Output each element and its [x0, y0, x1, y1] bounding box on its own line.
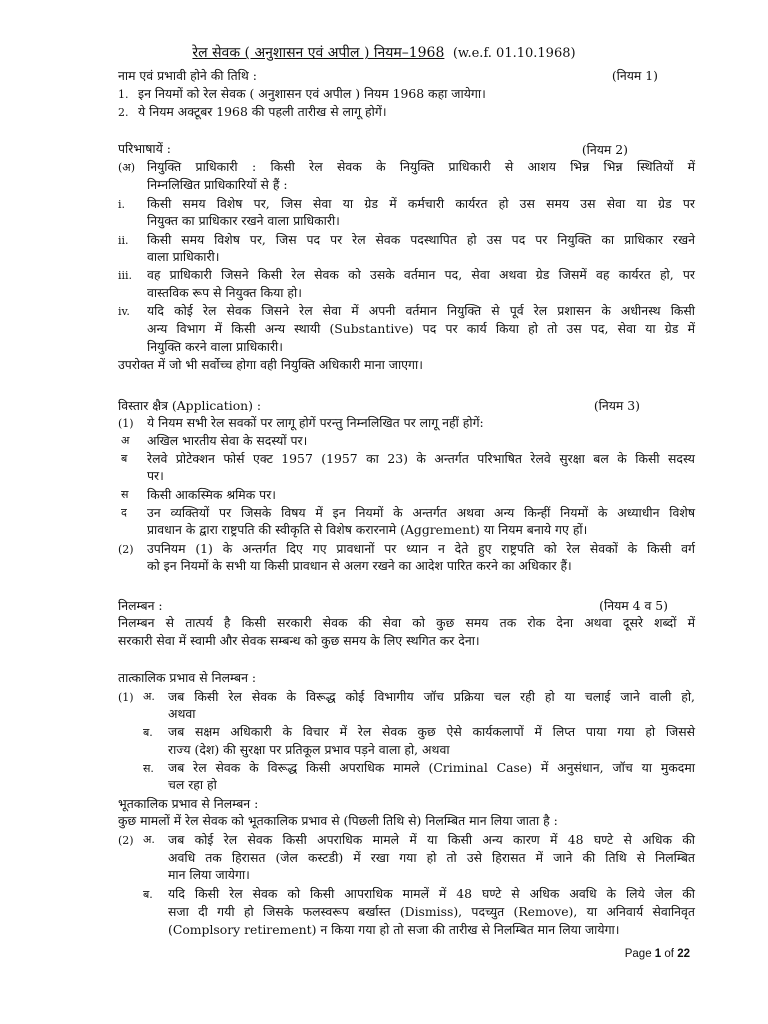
list-marker: ब — [121, 452, 128, 465]
paragraph-line: अथवा — [168, 706, 196, 721]
section-heading-application: विस्तार क्षैत्र (Application) : — [118, 398, 262, 413]
paragraph-line: जब कोई रेल सेवक किसी अपराधिक मामले में या किसी अन्य कारण में 48 घण्टे से अधिक की — [168, 832, 695, 847]
paragraph-line: वास्तविक रूप से नियुक्त किया हो। — [147, 285, 302, 300]
paragraph-line: अन्य विभाग में किसी अन्य स्थायी (Substantive) पद पर कार्य किया हो तो उस पद, सेवा या ग्रेड में — [147, 321, 695, 336]
rule-number-4-5: (नियम 4 व 5) — [599, 598, 668, 613]
list-marker: ब. — [143, 726, 153, 739]
paragraph-line: नियुक्ति करने वाला प्राधिकारी। — [147, 339, 283, 354]
rule-number-2: (नियम 2) — [581, 142, 628, 157]
paragraph-line: अखिल भारतीय सेवा के सदस्यों पर। — [147, 433, 308, 448]
list-item: इन नियमों को रेल सेवक ( अनुशासन एवं अपील ) नियम 1968 कहा जायेगा। — [138, 86, 486, 101]
section-heading-suspension: निलम्बन : — [118, 598, 163, 613]
list-marker: 2. — [118, 106, 129, 119]
paragraph-line: पर। — [147, 468, 164, 483]
title-effective-date: (w.e.f. 01.10.1968) — [452, 46, 576, 61]
paragraph-line: किसी समय विशेष पर, जिस सेवा या ग्रेड में कर्मचारी कार्यरत हो उस समय उस सेवा या ग्रेड पर — [147, 196, 695, 211]
paragraph-line: चल रहा हो — [168, 777, 217, 792]
list-marker: 1. — [118, 88, 129, 101]
section-heading-immediate-suspension: तात्कालिक प्रभाव से निलम्बन : — [118, 670, 257, 685]
paragraph-line: सरकारी सेवा में स्वामी और सेवक सम्बन्ध को कुछ समय के लिए स्थगित कर देना। — [118, 633, 480, 648]
list-marker: अ — [121, 434, 130, 447]
list-marker: iii. — [118, 269, 133, 282]
paragraph-line: ये नियम सभी रेल सवकों पर लागू होगें परन्तु निम्नलिखित पर लागू नहीं होगें: — [147, 415, 484, 430]
paragraph-line: किसी समय विशेष पर, जिस पद पर रेल सेवक पदस्थापित हो उस पद पर नियुक्ति का प्राधिकार रखने — [147, 232, 695, 247]
list-marker: ii. — [118, 234, 129, 247]
paragraph-line: जब रेल सेवक के विरूद्ध किसी अपराधिक मामले (Criminal Case) में अनुसंधान, जॉच या मुकदमा — [168, 760, 695, 775]
list-marker: (अ) — [118, 161, 135, 174]
rule-number-1: (नियम 1) — [611, 68, 658, 83]
paragraph-line: उपनियम (1) के अन्तर्गत दिए गए प्रावधानों पर ध्यान न देते हुए राष्ट्रपति को रेल सेवकों के किसी वर्ग — [147, 541, 695, 556]
list-marker: ब. — [143, 888, 153, 901]
title-text: रेल सेवक ( अनुशासन एवं अपील ) नियम–1968 — [192, 45, 445, 61]
paragraph-line: यदि किसी रेल सेवक को किसी आपराधिक मामलें में 48 घण्टे से अधिक अवधि के लिये जेल की — [168, 886, 695, 901]
list-marker: अ. — [143, 690, 155, 703]
paragraph-line: (Complsory retirement) न किया गया हो तो सजा की तारीख से निलम्बित मान लिया जायेगा। — [168, 922, 620, 937]
list-marker: स — [121, 488, 129, 501]
document-title — [0, 44, 768, 63]
section-heading-definitions: परिभाषायें : — [118, 141, 171, 156]
list-marker: (1) — [118, 691, 134, 704]
paragraph-line: कुछ मामलों में रेल सेवक को भूतकालिक प्रभाव से (पिछली तिथि से) निलम्बित मान लिया जाता है : — [118, 813, 558, 828]
paragraph-line: नियुक्त का प्राधिकार रखने वाला प्राधिकारी। — [147, 213, 340, 228]
paragraph-line: जब सक्षम अधिकारी के विचार में रेल सेवक कुछ ऐसे कार्यकलापों में लिप्त पाया गया हो जिससे — [168, 724, 695, 739]
paragraph-line: मान लिया जायेगा। — [168, 867, 250, 882]
list-marker: i. — [118, 198, 126, 211]
page-label: Page — [624, 948, 652, 960]
list-item: ये नियम अक्टूबर 1968 की पहली तारीख से लागू होगें। — [138, 104, 387, 119]
paragraph-line: किसी आकस्मिक श्रमिक पर। — [147, 487, 276, 502]
list-marker: स. — [143, 762, 154, 775]
paragraph-line: प्रावधान के द्वारा राष्ट्रपति की स्वीकृति से विशेष करारनामे (Aggrement) या नियम बनाये गए हों। — [147, 522, 588, 537]
list-marker: (2) — [118, 543, 134, 556]
paragraph-line: नियुक्ति प्राधिकारी : किसी रेल सेवक के नियुक्ति प्राधिकारी से आशय भिन्न भिन्न स्थितियों में — [147, 159, 695, 174]
list-marker: (1) — [118, 417, 134, 430]
total-page-count: 22 — [677, 948, 690, 960]
section-heading-commencement: नाम एवं प्रभावी होने की तिथि : — [118, 68, 257, 83]
current-page-number: 1 — [654, 948, 662, 960]
list-marker: अ. — [143, 833, 155, 846]
rule-number-3: (नियम 3) — [593, 398, 640, 413]
paragraph-line: वाला प्राधिकारी। — [147, 249, 220, 264]
paragraph-line: अवधि तक हिरासत (जेल कस्टडी) में रखा गया हो तो उसे हिरासत में जाने की तिथि से निलम्बित — [168, 850, 695, 865]
paragraph-line: वह प्राधिकारी जिसने किसी रेल सेवक को उसके वर्तमान पद, सेवा अथवा ग्रेड जिसमें वह कार्यरत हो, पर — [147, 267, 695, 282]
paragraph-line: निम्नलिखित प्राधिकारियों से हैं : — [147, 177, 288, 192]
paragraph-line: राज्य (देश) की सुरक्षा पर प्रतिकूल प्रभाव पड़ने वाला हो, अथवा — [168, 742, 450, 757]
of-label: of — [664, 948, 674, 960]
paragraph-line: जब किसी रेल सेवक के विरूद्ध कोई विभागीय जॉच प्रक्रिया चल रही हो या चलाई जाने वाली हो, — [168, 689, 695, 704]
paragraph-line: यदि कोई रेल सेवक जिसने रेल सेवा में अपनी वर्तमान नियुक्ति से पूर्व रेल प्रशासन के अधीनस्थ किसी — [147, 303, 695, 318]
list-marker: iv. — [118, 305, 130, 318]
section-heading-retrospective-suspension: भूतकालिक प्रभाव से निलम्बन : — [118, 796, 259, 811]
paragraph-line: रेलवे प्रोटेक्शन फोर्स एक्ट 1957 (1957 का 23) के अन्तर्गत परिभाषित रेलवे सुरक्षा बल के किसी सदस्य — [147, 451, 695, 466]
paragraph-line: को इन नियमों के सभी या किसी प्रावधान से अलग रखने का आदेश पारित करने का अधिकार हैं। — [147, 558, 572, 573]
list-marker: (2) — [118, 834, 134, 847]
list-marker: द — [121, 506, 127, 519]
paragraph-line: सजा दी गयी हो जिसके फलस्वरूप बर्खास्त (Dismiss), पदच्युत (Remove), या अनिवार्य सेवानिवृत — [168, 904, 695, 919]
paragraph-line: उपरोक्त में जो भी सर्वोच्च होगा वही नियुक्ति अधिकारी माना जाएगा। — [118, 357, 423, 372]
paragraph-line: उन व्यक्तियों पर जिसके विषय में इन नियमों के अन्तर्गत अथवा अन्य किन्हीं नियमों के अध्याधीन विशेष — [147, 505, 695, 520]
paragraph-line: निलम्बन से तात्पर्य है किसी सरकारी सेवक की सेवा को कुछ समय तक रोक देना अथवा दूसरे शब्दों में — [118, 615, 695, 630]
page-number-footer — [625, 948, 690, 960]
